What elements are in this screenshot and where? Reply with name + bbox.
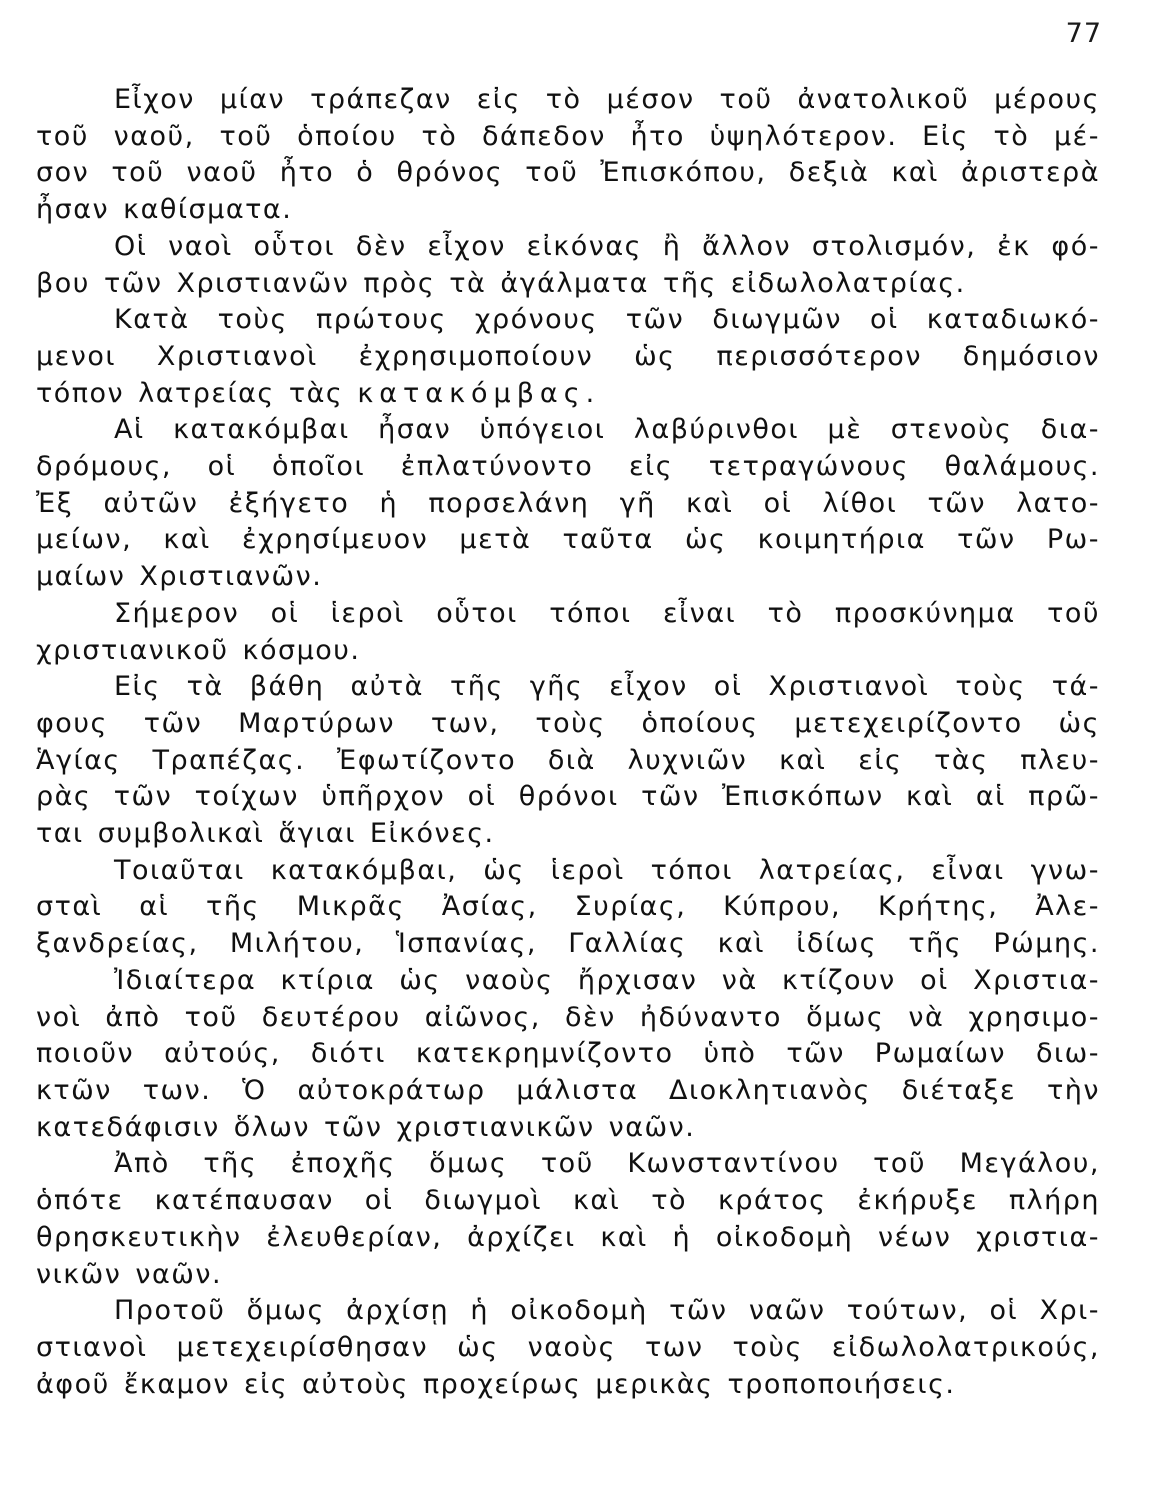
text-line: Τοιαῦται κατακόμβαι, ὡς ἱεροὶ τόποι λατρείας, εἶναι γνω-: [114, 854, 1100, 886]
text-line: θρησκευτικὴν ἐλευθερίαν, ἀρχίζει καὶ ἡ οἰκοδομὴ νέων χριστια-: [36, 1221, 1100, 1253]
paragraph: [36, 1293, 1100, 1403]
text-line: Προτοῦ ὅμως ἀρχίσῃ ἡ οἰκοδομὴ τῶν ναῶν τούτων, οἱ Χρι-: [114, 1295, 1100, 1327]
text-line: σον τοῦ ναοῦ ἦτο ὁ θρόνος τοῦ Ἐπισκόπου, δεξιὰ καὶ ἀριστερὰ: [36, 157, 1100, 189]
text-line: [36, 376, 1100, 413]
paragraph: [36, 669, 1100, 853]
text-line: Ἀπὸ τῆς ἐποχῆς ὅμως τοῦ Κωνσταντίνου τοῦ Μεγάλου,: [114, 1148, 1100, 1180]
text-line: μαίων Χριστιανῶν.: [36, 561, 323, 593]
text-line: Εἶχον μίαν τράπεζαν εἰς τὸ μέσον τοῦ ἀνατολικοῦ μέρους: [114, 84, 1100, 115]
text-line: ποιοῦν αὐτούς, διότι κατεκρημνίζοντο ὑπὸ τῶν Ρωμαίων διω-: [36, 1038, 1100, 1070]
text-line: Αἱ κατακόμβαι ἦσαν ὑπόγειοι λαβύρινθοι μὲ στενοὺς δια-: [114, 414, 1100, 446]
text-line: Εἰς τὰ βάθη αὐτὰ τῆς γῆς εἶχον οἱ Χριστιανοὶ τοὺς τά-: [114, 671, 1100, 703]
paragraph: [36, 963, 1100, 1147]
text-line: νικῶν ναῶν.: [36, 1258, 223, 1290]
text-line: κτῶν των. Ὁ αὐτοκράτωρ μάλιστα Διοκλητιανὸς διέταξε τὴν: [36, 1074, 1100, 1106]
spaced-emphasis-word: κατακόμβας.: [357, 377, 601, 409]
text-line: Οἱ ναοὶ οὗτοι δὲν εἶχον εἰκόνας ἢ ἄλλον στολισμόν, ἐκ φό-: [114, 230, 1100, 262]
text-line: ὁπότε κατέπαυσαν οἱ διωγμοὶ καὶ τὸ κράτος ἐκήρυξε πλήρη: [36, 1185, 1100, 1217]
text-line: μείων, καὶ ἐχρησίμευον μετὰ ταῦτα ὡς κοιμητήρια τῶν Ρω-: [36, 524, 1100, 556]
text-line: ται συμβολικαὶ ἅγιαι Εἰκόνες.: [36, 818, 495, 850]
text-line: νοὶ ἀπὸ τοῦ δευτέρου αἰῶνος, δὲν ἠδύναντο ὅμως νὰ χρησιμο-: [36, 1001, 1100, 1033]
text-line: μενοι Χριστιανοὶ ἐχρησιμοποίουν ὡς περισσότερον δημόσιον: [36, 340, 1100, 372]
text-line: ἀφοῦ ἔκαμον εἰς αὐτοὺς προχείρως μερικὰς τροποποιήσεις.: [36, 1368, 956, 1400]
text-line: βου τῶν Χριστιανῶν πρὸς τὰ ἀγάλματα τῆς εἰδωλολατρίας.: [36, 267, 966, 299]
text-line: Ἁγίας Τραπέζας. Ἐφωτίζοντο διὰ λυχνιῶν καὶ εἰς τὰς πλευ-: [36, 744, 1100, 776]
text-line: ρὰς τῶν τοίχων ὑπῆρχον οἱ θρόνοι τῶν Ἐπισκόπων καὶ αἱ πρῶ-: [36, 781, 1100, 813]
paragraph: [36, 229, 1100, 302]
text-line: τοῦ ναοῦ, τοῦ ὁποίου τὸ δάπεδον ἦτο ὑψηλότερον. Εἰς τὸ μέ-: [36, 120, 1100, 152]
text-line: Σήμερον οἱ ἱεροὶ οὗτοι τόποι εἶναι τὸ προσκύνημα τοῦ: [114, 597, 1100, 629]
body-text: [36, 82, 1100, 1403]
paragraph: [36, 412, 1100, 596]
text-line: ἦσαν καθίσματα.: [36, 194, 293, 226]
paragraph: [36, 596, 1100, 669]
text-line: στιανοὶ μετεχειρίσθησαν ὡς ναοὺς των τοὺς εἰδωλολατρικούς,: [36, 1331, 1100, 1363]
text-line: ξανδρείας, Μιλήτου, Ἱσπανίας, Γαλλίας καὶ ἰδίως τῆς Ρώμης.: [36, 928, 1100, 960]
text-line: Ἰδιαίτερα κτίρια ὡς ναοὺς ἤρχισαν νὰ κτίζουν οἱ Χριστια-: [114, 964, 1100, 996]
text-line: δρόμους, οἱ ὁποῖοι ἐπλατύνοντο εἰς τετραγώνους θαλάμους.: [36, 451, 1100, 483]
paragraph: [36, 853, 1100, 963]
text-line: κατεδάφισιν ὅλων τῶν χριστιανικῶν ναῶν.: [36, 1111, 696, 1143]
page-number: 77: [1065, 18, 1102, 49]
paragraph: [36, 82, 1100, 229]
text-line: φους τῶν Μαρτύρων των, τοὺς ὁποίους μετεχειρίζοντο ὡς: [36, 707, 1100, 739]
text-line: Ἐξ αὐτῶν ἐξήγετο ἡ πορσελάνη γῆ καὶ οἱ λίθοι τῶν λατο-: [36, 487, 1100, 519]
text-segment: τόπον λατρείας τὰς: [36, 377, 358, 409]
text-line: χριστιανικοῦ κόσμου.: [36, 634, 361, 666]
paragraph: [36, 302, 1100, 412]
text-line: Κατὰ τοὺς πρώτους χρόνους τῶν διωγμῶν οἱ καταδιωκό-: [114, 304, 1100, 336]
text-line: σταὶ αἱ τῆς Μικρᾶς Ἀσίας, Συρίας, Κύπρου, Κρήτης, Ἀλε-: [36, 891, 1100, 923]
paragraph: [36, 1146, 1100, 1293]
